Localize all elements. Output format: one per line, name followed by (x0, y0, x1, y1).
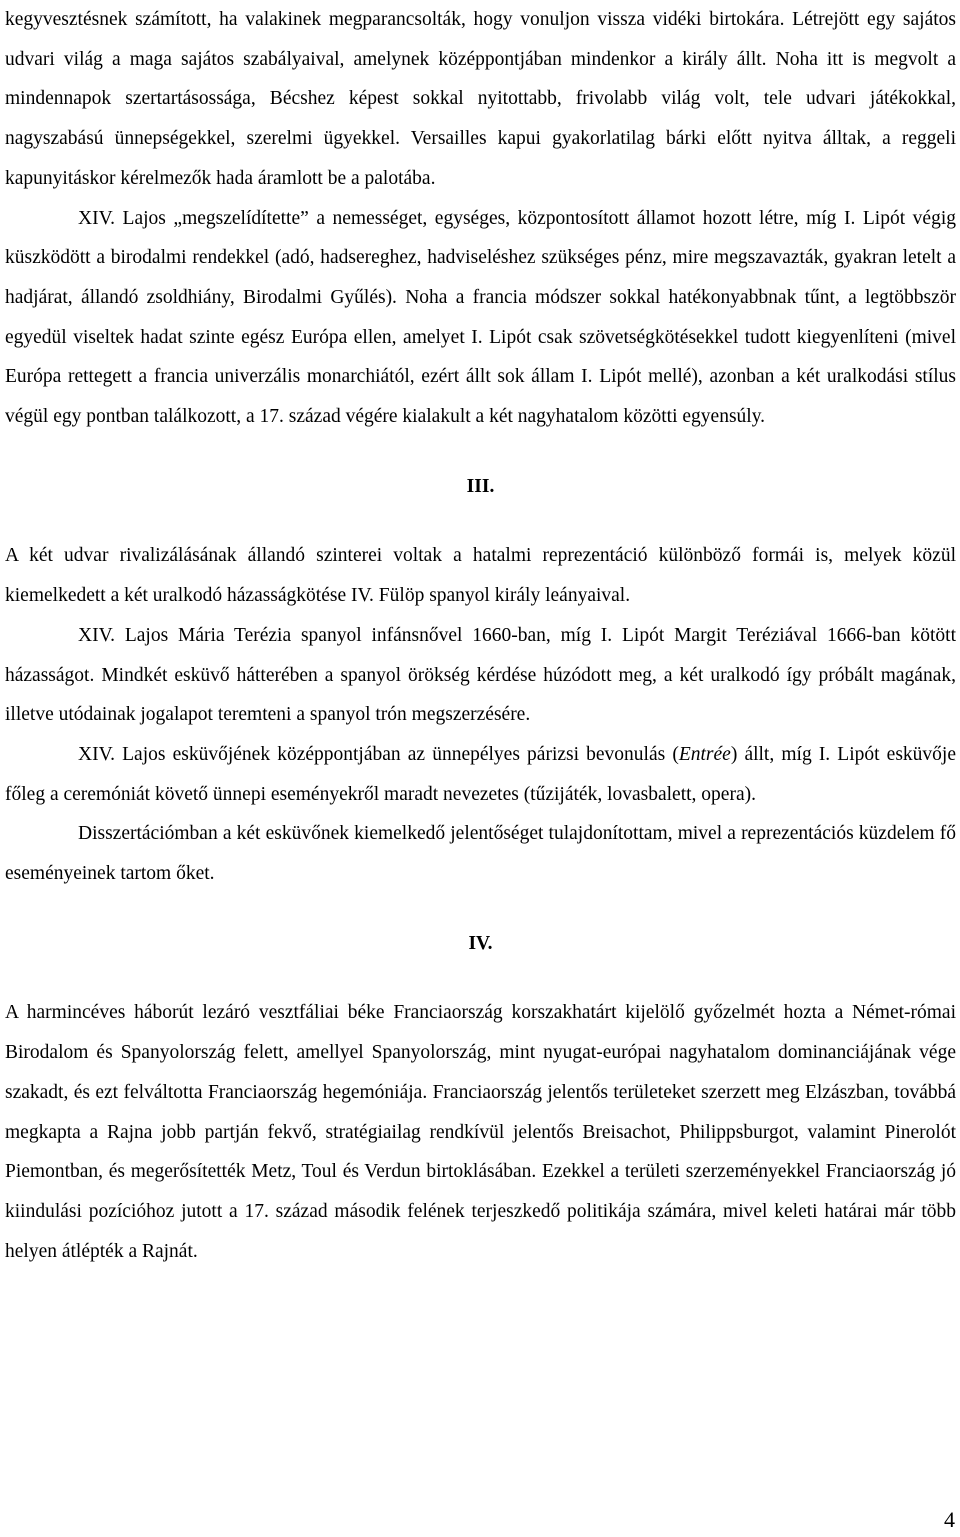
section-heading-3: III. (466, 475, 495, 497)
paragraph: XIV. Lajos „megszelídítette” a nemességet, egységes, központosított államot hozott létre, míg I. Lipót végig küszködött a birodalmi rendekkel (adó, hadsereghez, hadviseléshez szükséges pénz, mire megszavazták, gyakran letelt a hadjárat, állandó zsoldhiány, Birodalmi Gyűlés). Noha a francia módszer sokkal hatékonyabbnak tűnt, a legtöbbször egyedül viseltek hadat szinte egész Európa ellen, amelyet I. Lipót csak szövetségkötésekkel tudott kiegyenlíteni (mivel Európa rettegett a francia univerzális monarchiától, ezért állt sok állam I. Lipót mellé), azonban a két uralkodási stílus végül egy pontban találkozott, a 17. század végére kialakult a két nagyhatalom közötti egyensúly. (5, 207, 956, 428)
spacer (5, 963, 956, 993)
spacer (5, 437, 956, 467)
spacer (5, 506, 956, 536)
text-run: ) állt, míg I. Lipót esküvője főleg a ceremóniát követő ünnepi eseményekről maradt nevezetes (tűzijáték, lovasbalett, opera). (5, 743, 956, 805)
italic-term: Entrée (678, 743, 731, 765)
spacer (5, 894, 956, 924)
page-number: 4 (944, 1507, 955, 1532)
document-page (5, 0, 956, 1271)
section-heading-4: IV. (468, 932, 493, 954)
paragraph: kegyvesztésnek számított, ha valakinek megparancsolták, hogy vonuljon vissza vidéki birtokára. Létrejött egy sajátos udvari világ a maga sajátos szabályaival, amelynek középpontjában mindenkor a király állt. Noha itt is megvolt a mindennapok szertartásossága, Bécshez képest sokkal nyitottabb, frivolabb világ volt, tele udvari játékokkal, nagyszabású ünnepségekkel, szerelmi ügyekkel. Versailles kapui gyakorlatilag bárki előtt nyitva álltak, a reggeli kapunyitáskor kérelmezők hada áramlott be a palotába. (5, 9, 956, 189)
paragraph (5, 735, 956, 814)
paragraph: A két udvar rivalizálásának állandó szinterei voltak a hatalmi reprezentáció különböző formái is, melyek közül kiemelkedett a két uralkodó házasságkötése IV. Fülöp spanyol király leányaival. (5, 545, 956, 607)
paragraph: XIV. Lajos Mária Terézia spanyol infánsnővel 1660-ban, míg I. Lipót Margit Teréziával 1666-ban kötött házasságot. Mindkét esküvő hátterében a spanyol örökség kérdése húzódott meg, a két uralkodó így próbált magának, illetve utódainak jogalapot teremteni a spanyol trón megszerzésére. (5, 624, 956, 726)
text-run: XIV. Lajos esküvőjének középpontjában az ünnepélyes párizsi bevonulás ( (78, 743, 679, 765)
paragraph: Disszertációmban a két esküvőnek kiemelkedő jelentőséget tulajdonítottam, mivel a reprezentációs küzdelem fő eseményeinek tartom őket. (5, 823, 956, 885)
paragraph: A harmincéves háborút lezáró vesztfáliai béke Franciaország korszakhatárt kijelölő győzelmét hozta a Német-római Birodalom és Spanyolország felett, amellyel Spanyolország, mint nyugat-európai nagyhatalom dominanciájának vége szakadt, és ezt felváltotta Franciaország hegemóniája. Franciaország jelentős területeket szerzett meg Elzászban, továbbá megkapta a Rajna jobb partján fekvő, stratégiailag rendkívül jelentős Breisachot, Philippsburgot, valamint Pinerolót Piemontban, és megerősítették Metz, Toul és Verdun birtoklásában. Ezekkel a területi szerzeményekkel Franciaország jó kiindulási pozícióhoz jutott a 17. század második felének terjeszkedő politikája számára, mivel keleti határai már több helyen átlépték a Rajnát. (5, 1002, 956, 1262)
